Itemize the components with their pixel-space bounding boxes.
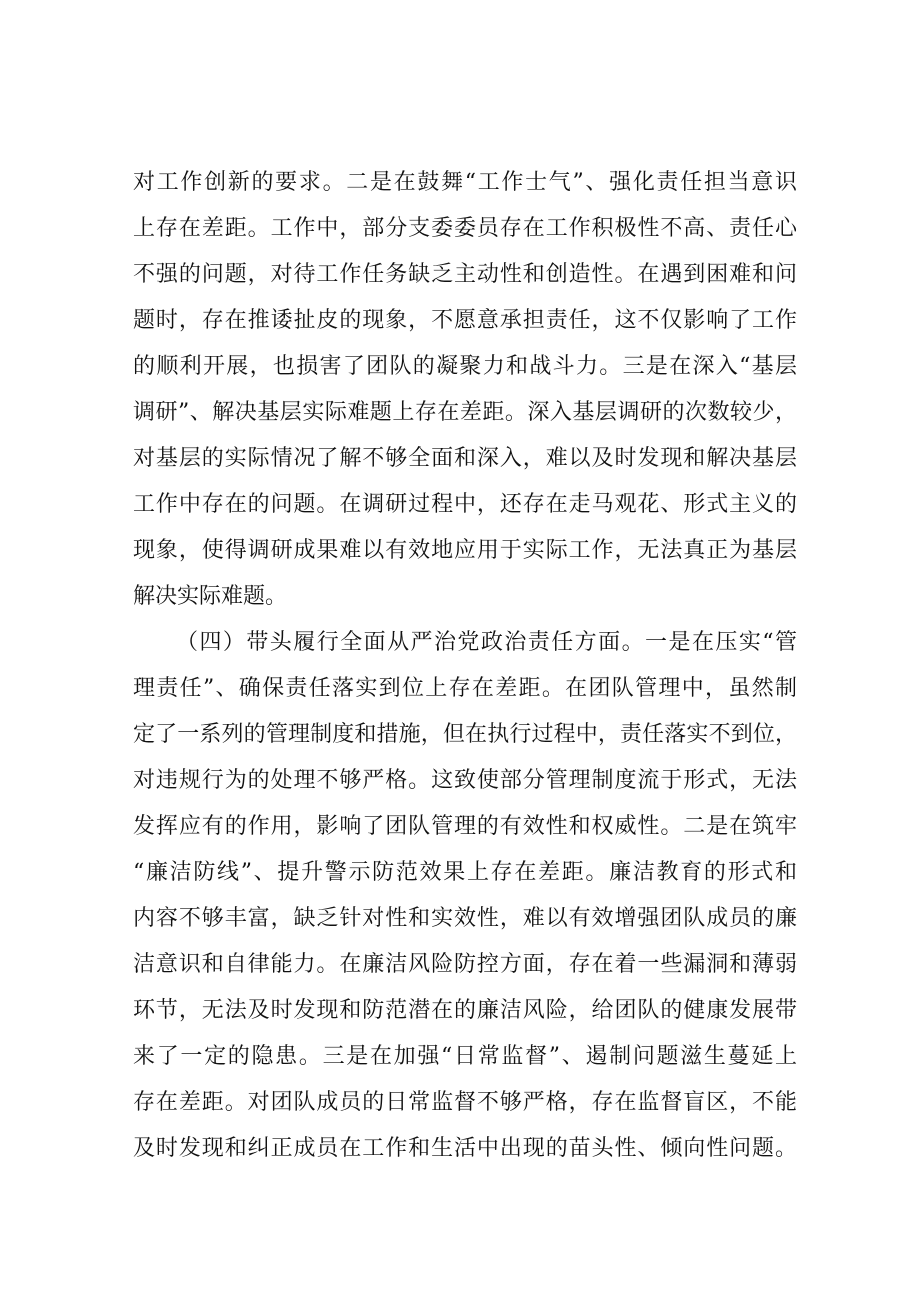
paragraph-2-line-1: （四）带头履行全面从严治党政治责任方面。一是在压实“管 [176, 630, 797, 655]
paragraph-2-line-10: 来了一定的隐患。三是在加强“日常监督”、遏制问题滋生蔓延上 [133, 1044, 797, 1069]
paragraph-2-line-9: 环节，无法及时发现和防范潜在的廉洁风险，给团队的健康发展带 [133, 998, 797, 1023]
paragraph-2-line-12: 及时发现和纠正成员在工作和生活中出现的苗头性、倾向性问题。 [133, 1136, 797, 1161]
paragraph-2-line-11: 存在差距。对团队成员的日常监督不够严格，存在监督盲区，不能 [133, 1090, 797, 1115]
paragraph-1-line-8: 工作中存在的问题。在调研过程中，还存在走马观花、形式主义的 [133, 492, 797, 517]
paragraph-2-line-4: 对违规行为的处理不够严格。这致使部分管理制度流于形式，无法 [133, 768, 797, 793]
paragraph-2-line-7: 内容不够丰富，缺乏针对性和实效性，难以有效增强团队成员的廉 [133, 906, 797, 931]
paragraph-1-line-6: 调研”、解决基层实际难题上存在差距。深入基层调研的次数较少， [133, 400, 797, 425]
paragraph-1-line-7: 对基层的实际情况了解不够全面和深入，难以及时发现和解决基层 [133, 446, 797, 471]
paragraph-1-line-3: 不强的问题，对待工作任务缺乏主动性和创造性。在遇到困难和问 [133, 262, 797, 287]
paragraph-2-line-5: 发挥应有的作用，影响了团队管理的有效性和权威性。二是在筑牢 [133, 814, 797, 839]
paragraph-1-line-1: 对工作创新的要求。二是在鼓舞“工作士气”、强化责任担当意识 [133, 170, 797, 195]
paragraph-1-line-9: 现象，使得调研成果难以有效地应用于实际工作，无法真正为基层 [133, 538, 797, 563]
paragraph-2-line-2: 理责任”、确保责任落实到位上存在差距。在团队管理中，虽然制 [133, 676, 797, 701]
paragraph-2-line-6: “廉洁防线”、提升警示防范效果上存在差距。廉洁教育的形式和 [133, 860, 797, 885]
paragraph-1-line-4: 题时，存在推诿扯皮的现象，不愿意承担责任，这不仅影响了工作 [133, 308, 797, 333]
paragraph-1-line-5: 的顺利开展，也损害了团队的凝聚力和战斗力。三是在深入“基层 [133, 354, 797, 379]
paragraph-2-line-8: 洁意识和自律能力。在廉洁风险防控方面，存在着一些漏洞和薄弱 [133, 952, 797, 977]
paragraph-1-line-10: 解决实际难题。 [133, 584, 288, 609]
paragraph-2-line-3: 定了一系列的管理制度和措施，但在执行过程中，责任落实不到位， [133, 722, 797, 747]
paragraph-1-line-2: 上存在差距。工作中，部分支委委员存在工作积极性不高、责任心 [133, 216, 797, 241]
